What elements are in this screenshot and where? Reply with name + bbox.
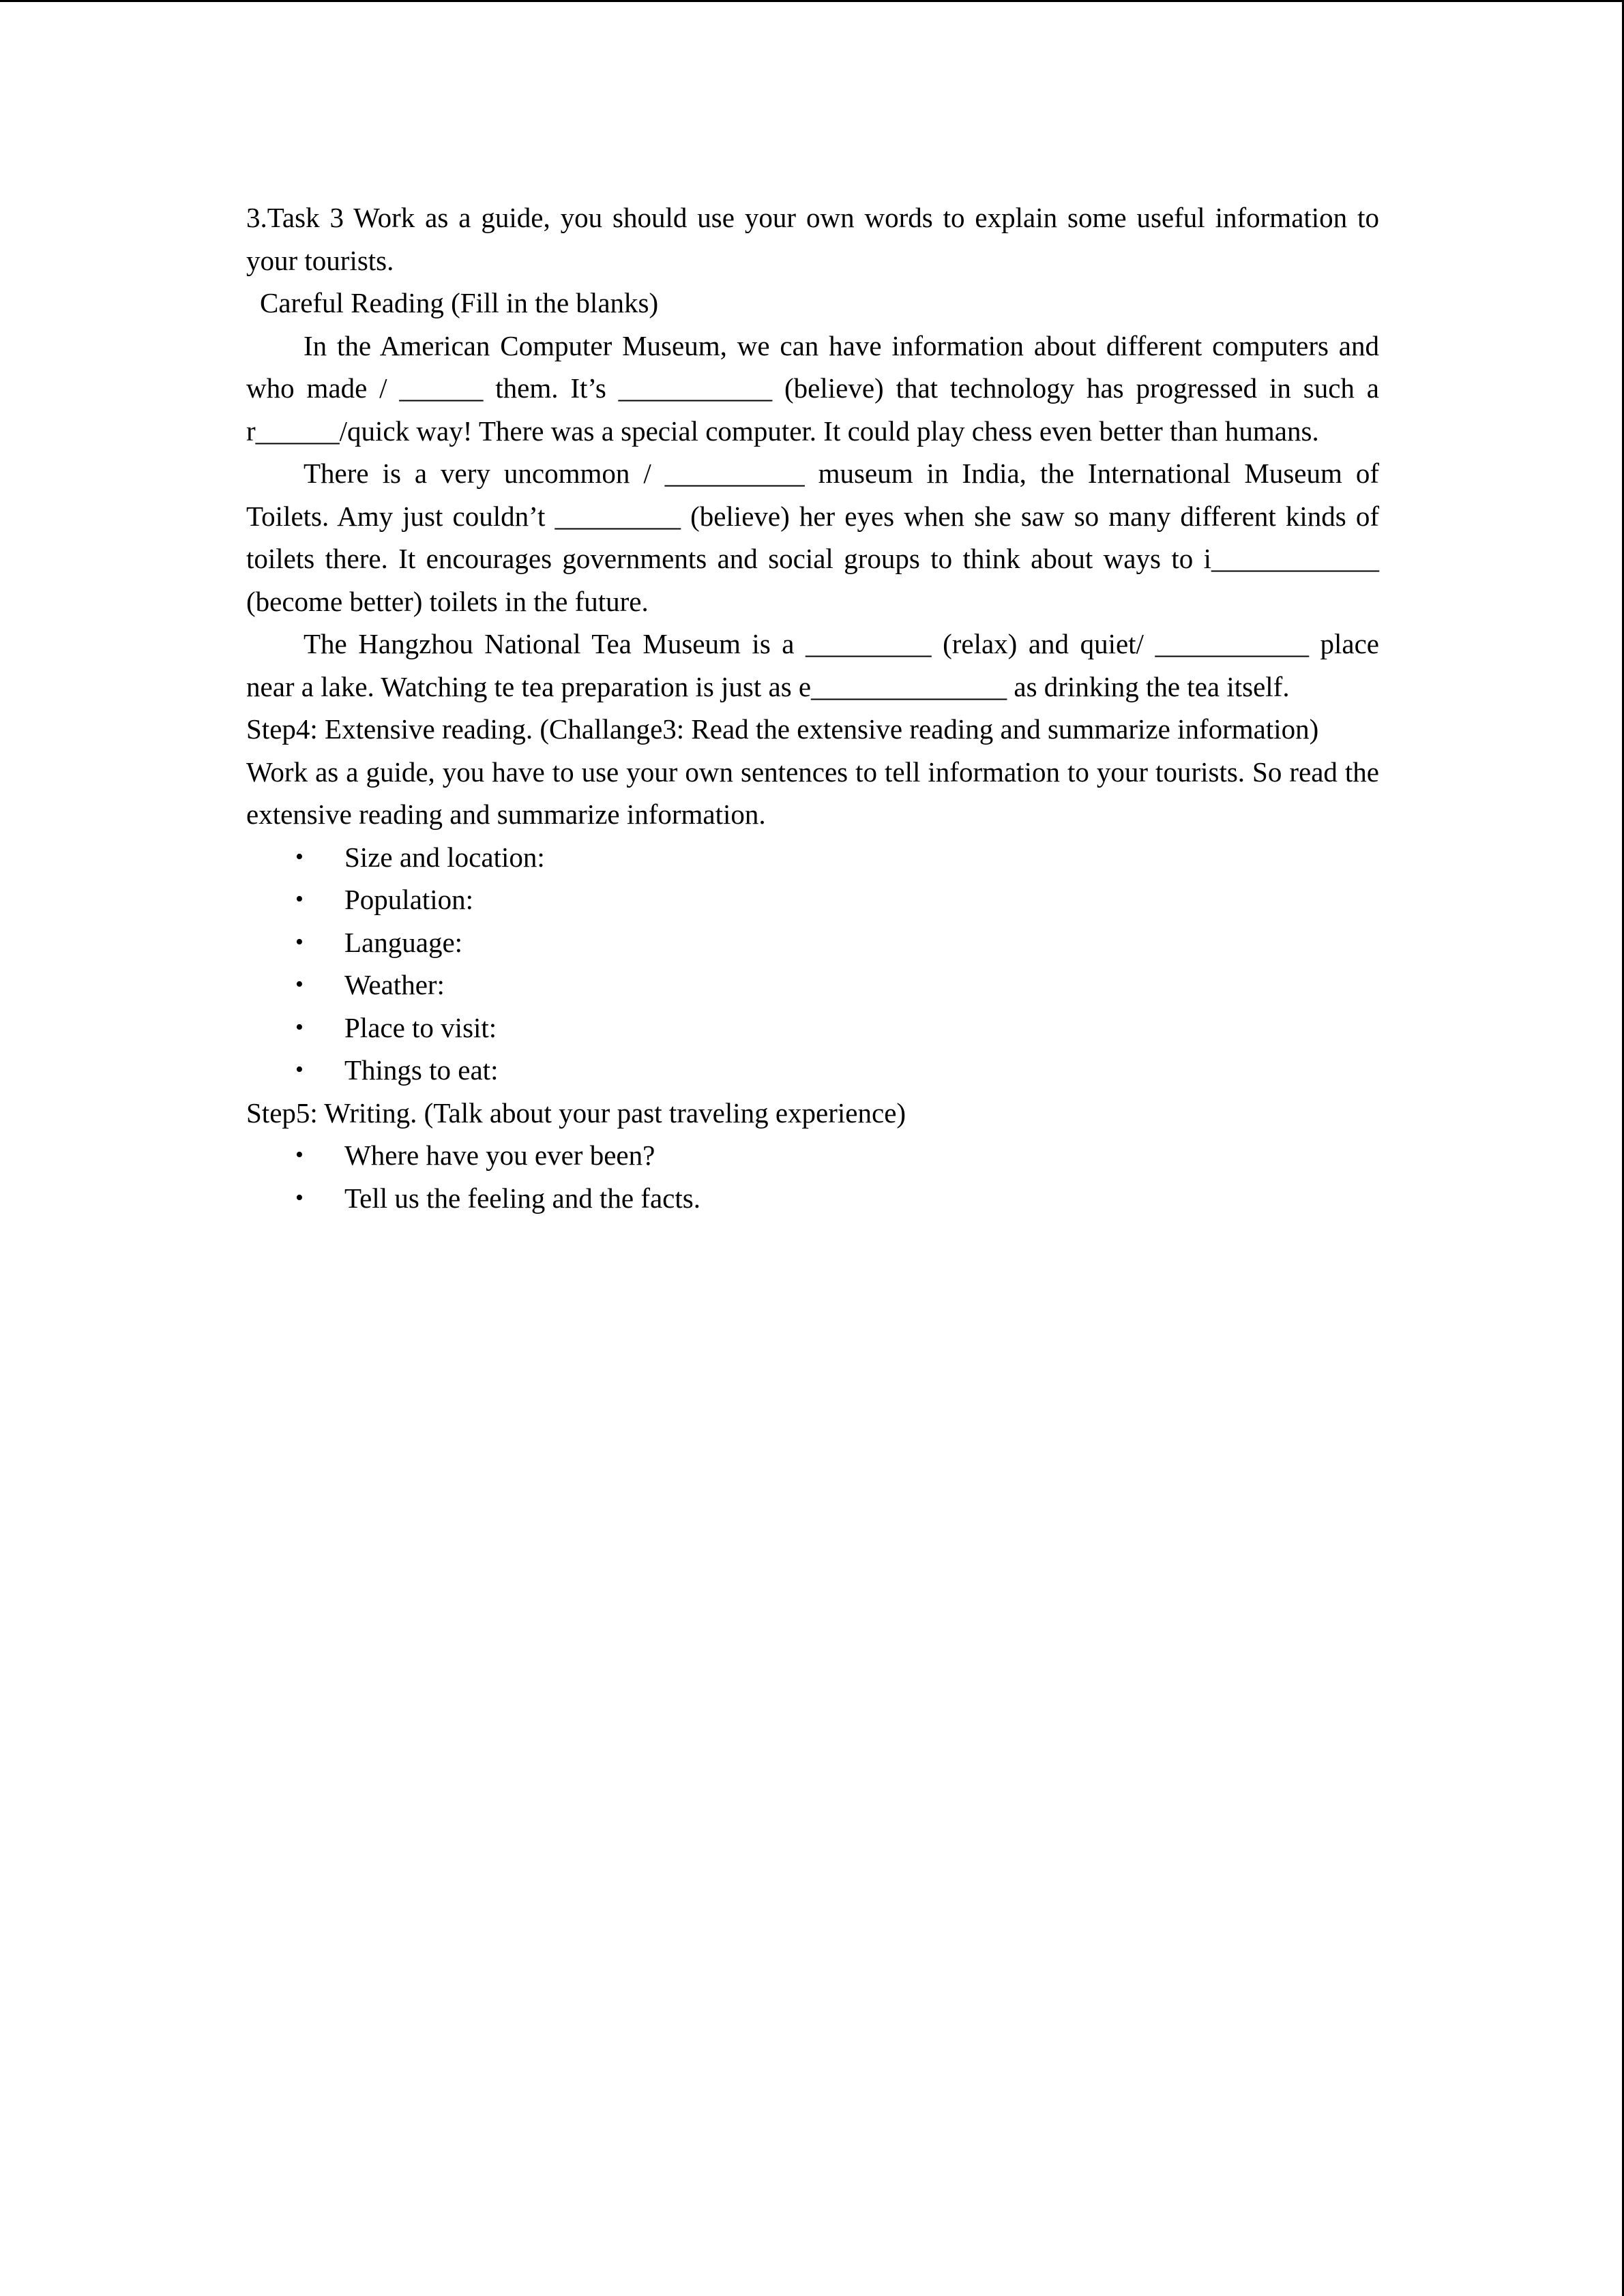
page-top-border bbox=[0, 0, 1624, 2]
paragraph-computer-museum: In the American Computer Museum, we can have information about different computers and who made / ______ them. It’s ___________ (believe) that technology has progressed in such a r______/quick way! There was a special computer. It could play chess even better than humans. bbox=[246, 329, 1379, 447]
step5-heading: Step5: Writing. (Talk about your past traveling experience) bbox=[246, 1097, 906, 1129]
bullet-icon: • bbox=[295, 1142, 304, 1167]
list-item bbox=[246, 1049, 1379, 1092]
task3-instruction: 3.Task 3 Work as a guide, you should use your own words to explain some useful information to your tourists. bbox=[246, 202, 1379, 276]
list-item bbox=[246, 964, 1379, 1007]
list-item-label: Population: bbox=[344, 884, 474, 915]
document-body bbox=[246, 196, 1379, 1219]
list-item-label: Place to visit: bbox=[344, 1011, 497, 1043]
list-item bbox=[246, 1177, 1379, 1220]
paragraph-toilet-museum: There is a very uncommon / __________ museum in India, the International Museum of Toilets. Amy just couldn’t _________ (believe) her eyes when she saw so many different kinds of toilets there. It encourages governments and social groups to think about ways to i____________ (become better) toilets in the future. bbox=[246, 458, 1379, 617]
list-item bbox=[246, 878, 1379, 921]
step4-bullet-list bbox=[246, 836, 1379, 1092]
bullet-icon: • bbox=[295, 1057, 304, 1082]
list-item-label: Weather: bbox=[344, 969, 445, 1000]
bullet-icon: • bbox=[295, 972, 304, 997]
step5-bullet-list bbox=[246, 1134, 1379, 1219]
list-item bbox=[246, 1134, 1379, 1177]
list-item-label: Where have you ever been? bbox=[344, 1139, 655, 1171]
paragraph-tea-museum: The Hangzhou National Tea Museum is a _________ (relax) and quiet/ ___________ place near a lake. Watching te tea preparation is just as e______________ as drinking the tea itself. bbox=[246, 628, 1379, 702]
bullet-icon: • bbox=[295, 1184, 304, 1210]
bullet-icon: • bbox=[295, 844, 304, 869]
step4-heading: Step4: Extensive reading. (Challange3: Read the extensive reading and summarize information) bbox=[246, 713, 1319, 745]
list-item-label: Things to eat: bbox=[344, 1054, 499, 1086]
bullet-icon: • bbox=[295, 1014, 304, 1040]
list-item-label: Tell us the feeling and the facts. bbox=[344, 1182, 700, 1214]
list-item-label: Size and location: bbox=[344, 841, 545, 873]
careful-reading-heading: Careful Reading (Fill in the blanks) bbox=[260, 287, 659, 318]
list-item bbox=[246, 1007, 1379, 1049]
bullet-icon: • bbox=[295, 929, 304, 955]
bullet-icon: • bbox=[295, 886, 304, 912]
list-item-label: Language: bbox=[344, 926, 463, 958]
list-item bbox=[246, 921, 1379, 964]
list-item bbox=[246, 836, 1379, 879]
step4-instruction: Work as a guide, you have to use your own sentences to tell information to your tourists. So read the extensive reading and summarize information. bbox=[246, 756, 1379, 830]
